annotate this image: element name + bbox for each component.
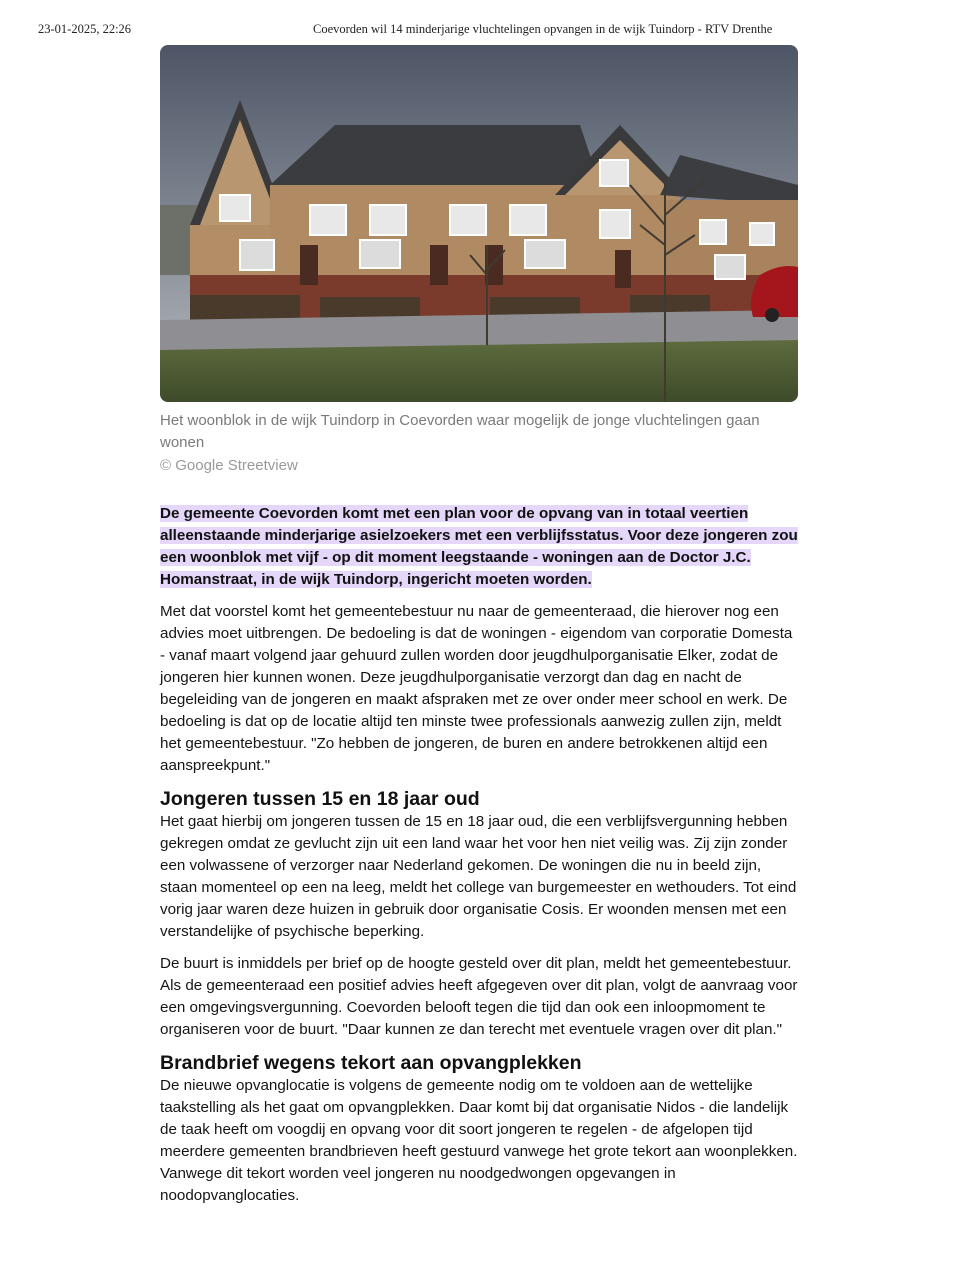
article-paragraph: Het gaat hierbij om jongeren tussen de 15 en 18 jaar oud, die een verblijfsvergunning hebben gekregen omdat ze gevlucht zijn uit een land waar het voor hen niet veilig was. Zij zijn zonder een volwassene of verzorger naar Nederland gekomen. De woningen die nu in beeld zijn, staan momenteel op een na leeg, meldt het college van burgemeester en wethouders. Tot eind vorig jaar waren deze huizen in gebruik door organisatie Cosis. Er woonden mensen met een verstandelijke of psychische beperking.	[160, 813, 797, 940]
section-heading: Jongeren tussen 15 en 18 jaar oud	[160, 788, 480, 810]
image-credit: © Google Streetview	[160, 457, 298, 474]
section-heading: Brandbrief wegens tekort aan opvangplekken	[160, 1052, 582, 1074]
article-photo	[160, 45, 798, 402]
article-lead	[160, 503, 800, 591]
print-page-title: Coevorden wil 14 minderjarige vluchtelingen opvangen in de wijk Tuindorp - RTV Drenthe	[313, 22, 773, 36]
lead-text: De gemeente Coevorden komt met een plan voor de opvang van in totaal veertien alleenstaande minderjarige asielzoekers met een verblijfsstatus. Voor deze jongeren zou een woonblok met vijf - op dit moment leegstaande - woningen aan de Doctor J.C. Homanstraat, in de wijk Tuindorp, ingericht moeten worden.	[160, 505, 798, 588]
article-paragraph: De nieuwe opvanglocatie is volgens de gemeente nodig om te voldoen aan de wettelijke taakstelling als het gaat om opvangplekken. Daar komt bij dat organisatie Nidos - die landelijk de taak heeft om voogdij en opvang voor dit soort jongeren te regelen - de afgelopen tijd meerdere gemeenten brandbrieven heeft gestuurd vanwege het grote tekort aan woonplekken. Vanwege dit tekort worden veel jongeren nu noodgedwongen opgevangen in noodopvanglocaties.	[160, 1077, 798, 1204]
article-paragraph: Met dat voorstel komt het gemeentebestuur nu naar de gemeenteraad, die hierover nog een advies moet uitbrengen. De bedoeling is dat de woningen - eigendom van corporatie Domesta - vanaf maart volgend jaar gehuurd zullen worden door jeugdhulporganisatie Elker, zodat de jongeren hier kunnen wonen. Deze jeugdhulporganisatie verzorgt dan dag en nacht de begeleiding van de jongeren en maakt afspraken met ze over onder meer school en werk. De bedoeling is dat op de locatie altijd ten minste twee professionals aanwezig zullen zijn, meldt het gemeentebestuur. "Zo hebben de jongeren, de buren en andere betrokkenen altijd een aanspreekpunt."	[160, 603, 793, 774]
image-caption: Het woonblok in de wijk Tuindorp in Coevorden waar mogelijk de jonge vluchtelingen gaan wonen	[160, 412, 760, 451]
article-paragraph: De buurt is inmiddels per brief op de hoogte gesteld over dit plan, meldt het gemeentebestuur. Als de gemeenteraad een positief advies heeft afgegeven over dit plan, volgt de aanvraag voor een omgevingsvergunning. Coevorden belooft tegen die tijd dan ook een inloopmoment te organiseren voor de buurt. "Daar kunnen ze dan terecht met eventuele vragen over dit plan."	[160, 955, 798, 1038]
article	[160, 45, 800, 1207]
print-date: 23-01-2025, 22:26	[38, 22, 132, 36]
